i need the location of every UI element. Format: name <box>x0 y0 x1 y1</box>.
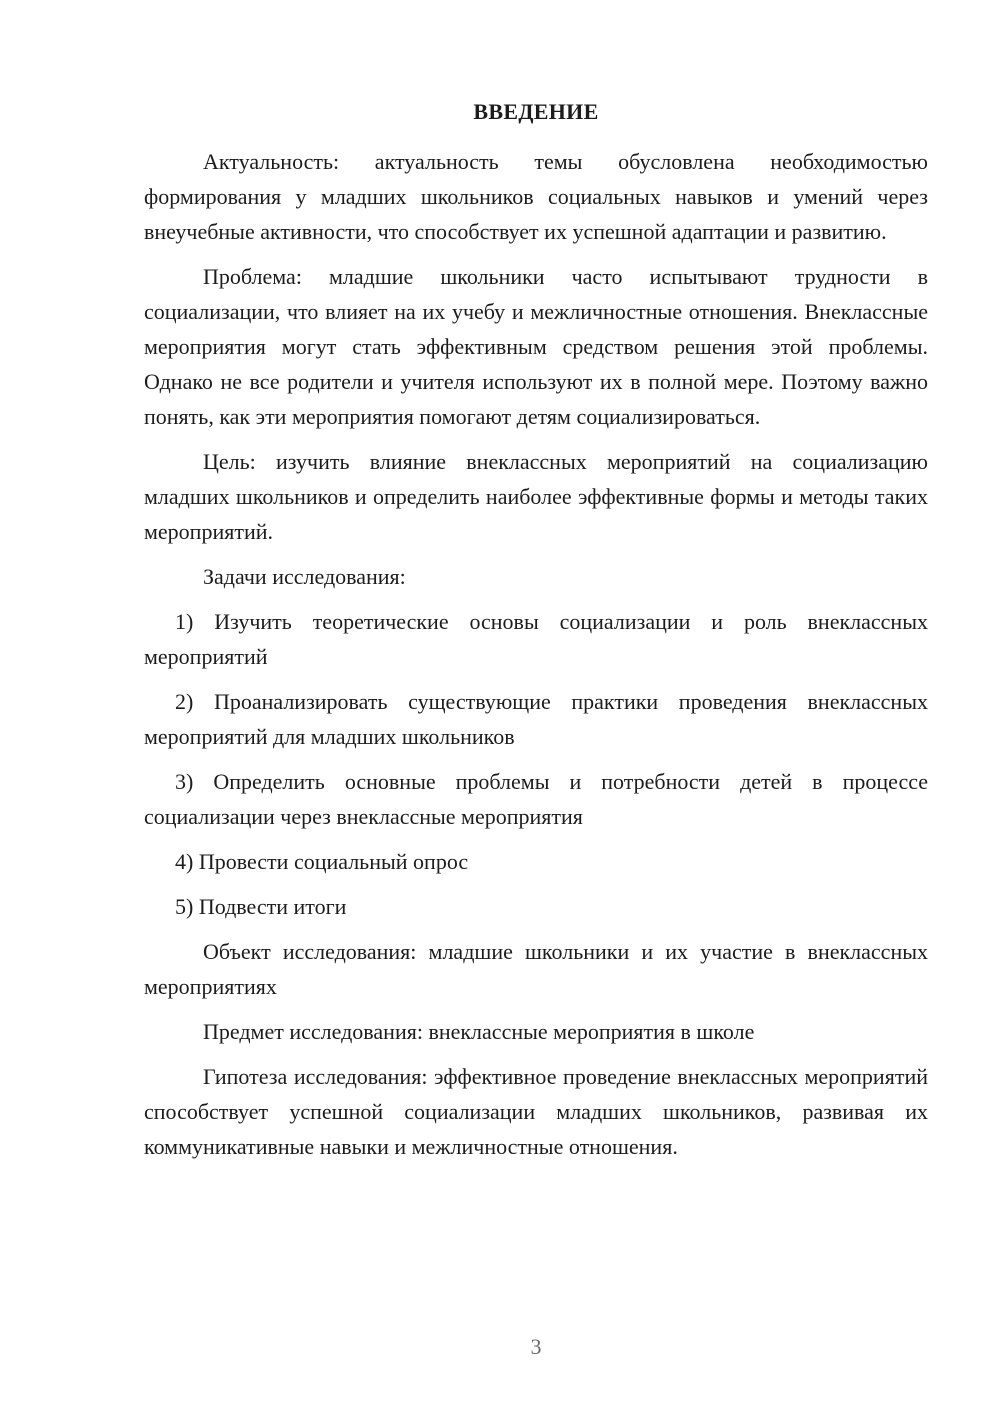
page-heading: ВВЕДЕНИЕ <box>473 99 599 124</box>
list-item: 3) Определить основные проблемы и потребности детей в процессе социализации через внеклассные мероприятия <box>144 769 928 829</box>
list-item: 1) Изучить теоретические основы социализации и роль внеклассных мероприятий <box>144 609 928 669</box>
page-number: 3 <box>530 1334 542 1359</box>
object-paragraph: Объект исследования: младшие школьники и их участие в внеклассных мероприятиях <box>144 939 928 999</box>
page-content <box>144 94 928 1174</box>
task-list <box>144 604 928 924</box>
list-item: 2) Проанализировать существующие практики проведения внеклассных мероприятий для младших школьников <box>144 689 928 749</box>
list-item: 4) Провести социальный опрос <box>175 849 469 874</box>
goal-paragraph: Цель: изучить влияние внеклассных мероприятий на социализацию младших школьников и определить наиболее эффективные формы и методы таких мероприятий. <box>144 449 928 544</box>
list-item: 5) Подвести итоги <box>175 894 347 919</box>
hypothesis-paragraph: Гипотеза исследования: эффективное проведение внеклассных мероприятий способствует успешной социализации младших школьников, развивая их коммуникативные навыки и межличностные отношения. <box>144 1064 928 1159</box>
tasks-title: Задачи исследования: <box>203 564 406 589</box>
relevance-paragraph: Актуальность: актуальность темы обусловлена необходимостью формирования у младших школьников социальных навыков и умений через внеучебные активности, что способствует их успешной адаптации и развитию. <box>144 149 928 244</box>
subject-paragraph: Предмет исследования: внеклассные мероприятия в школе <box>203 1019 755 1044</box>
problem-paragraph: Проблема: младшие школьники часто испытывают трудности в социализации, что влияет на их учебу и межличностные отношения. Внеклассные мероприятия могут стать эффективным средством решения этой проблемы. Однако не все родители и учителя используют их в полной мере. Поэтому важно понять, как эти мероприятия помогают детям социализироваться. <box>144 264 928 429</box>
